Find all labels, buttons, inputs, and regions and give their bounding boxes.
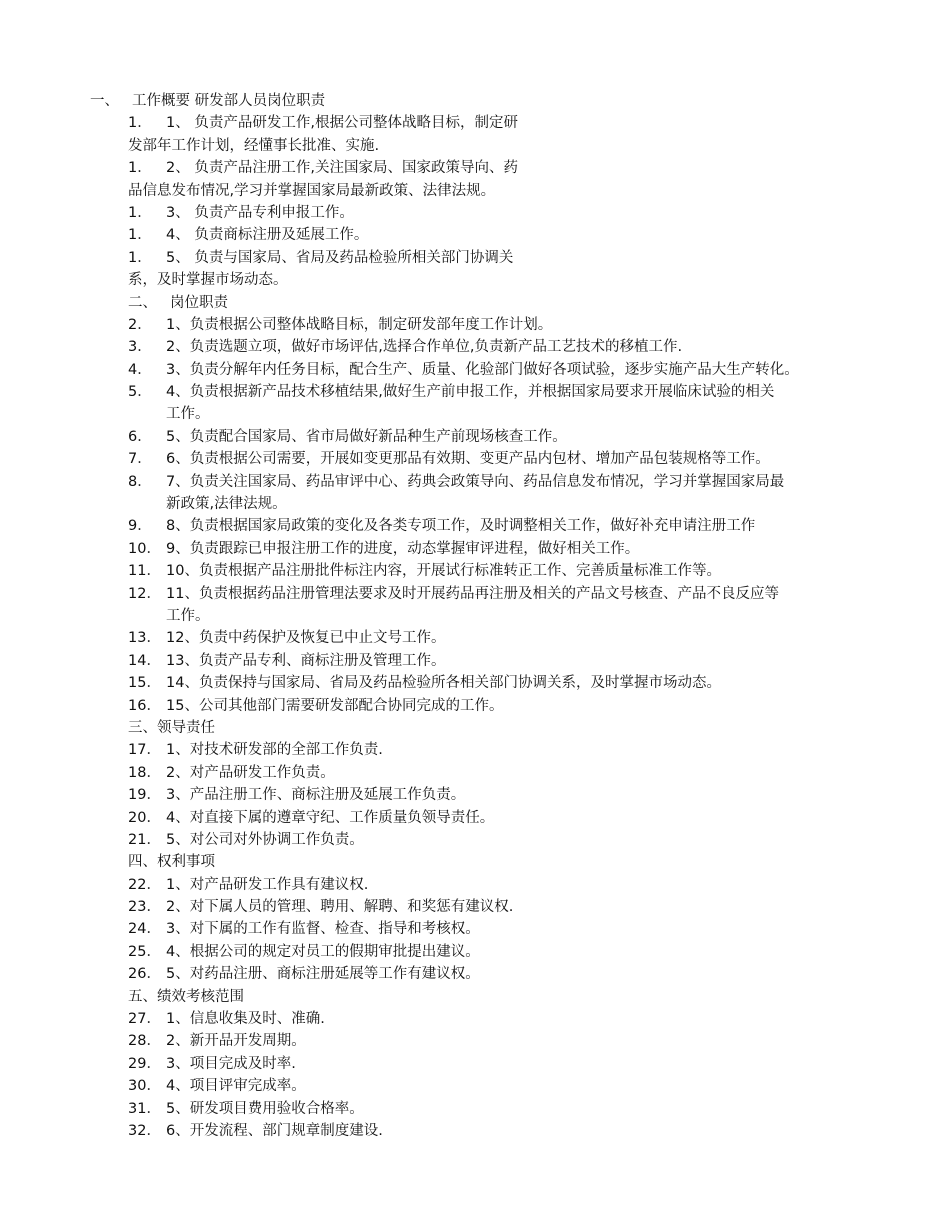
list-item (0, 515, 950, 537)
item-text: 5、对公司对外协调工作负责。 (166, 831, 364, 848)
item-number: 26． (128, 966, 161, 983)
item-text: 4、对直接下属的遵章守纪、工作质量负领导责任。 (166, 809, 495, 826)
item-text: 1、对技术研发部的全部工作负责. (166, 742, 383, 759)
list-item (0, 829, 950, 851)
item-number: 18． (128, 764, 161, 781)
item-number: 32． (128, 1122, 161, 1139)
item-text: 3、对下属的工作有监督、检查、指导和考核权。 (166, 921, 480, 938)
list-item (0, 762, 950, 784)
item-text: 4、 负责商标注册及延展工作。 (166, 227, 369, 244)
item-text: 5、负责配合国家局、省市局做好新品种生产前现场核查工作。 (166, 428, 567, 445)
item-text: 四、权利事项 (128, 854, 215, 871)
text-line (0, 180, 950, 202)
item-text: 2、对产品研发工作负责。 (166, 764, 335, 781)
list-item (0, 874, 950, 896)
item-number: 31． (128, 1100, 161, 1117)
text-line (0, 269, 950, 291)
list-item (0, 739, 950, 761)
item-number: 7． (128, 451, 152, 468)
item-text: 12、负责中药保护及恢复已中止文号工作。 (166, 630, 446, 647)
list-item (0, 627, 950, 649)
item-number: 1． (128, 204, 152, 221)
item-number: 6． (128, 428, 152, 445)
list-item (0, 314, 950, 336)
item-text: 岗位职责 (170, 294, 228, 311)
item-number: 29． (128, 1055, 161, 1072)
item-number: 12． (128, 585, 161, 602)
item-number: 1． (128, 227, 152, 244)
item-number: 19． (128, 787, 161, 804)
list-item (0, 896, 950, 918)
list-item (0, 560, 950, 582)
item-text: 8、负责根据国家局政策的变化及各类专项工作，及时调整相关工作，做好补充申请注册工作 (166, 518, 756, 535)
item-text: 4、负责根据新产品技术移植结果,做好生产前申报工作，并根据国家局要求开展临床试验的相关 (166, 384, 775, 401)
item-text: 15、公司其他部门需要研发部配合协同完成的工作。 (166, 697, 504, 714)
item-text: 3、 负责产品专利申报工作。 (166, 204, 354, 221)
list-item (0, 157, 950, 179)
item-number: 8． (128, 473, 152, 490)
item-text: 5、研发项目费用验收合格率。 (166, 1100, 364, 1117)
list-item (0, 292, 950, 314)
item-text: 1、负责根据公司整体战略目标，制定研发部年度工作计划。 (166, 316, 553, 333)
item-text: 新政策,法律法规。 (166, 496, 287, 513)
text-line (0, 135, 950, 157)
item-text: 7、负责关注国家局、药品审评中心、药典会政策导向、药品信息发布情况，学习并掌握国家局最 (166, 473, 785, 490)
item-number: 22． (128, 876, 161, 893)
item-number: 4． (128, 361, 152, 378)
text-line (0, 403, 950, 425)
item-number: 15． (128, 675, 161, 692)
list-item (0, 202, 950, 224)
list-item (0, 381, 950, 403)
list-item (0, 1030, 950, 1052)
item-number: 17． (128, 742, 161, 759)
item-number: 30． (128, 1078, 161, 1095)
item-text: 1、对产品研发工作具有建议权. (166, 876, 369, 893)
item-text: 品信息发布情况,学习并掌握国家局最新政策、法律法规。 (128, 182, 496, 199)
item-number: 14． (128, 652, 161, 669)
item-number: 一、 (90, 93, 119, 109)
item-text: 3、项目完成及时率. (166, 1055, 296, 1072)
item-text: 6、负责根据公司需要，开展如变更那品有效期、变更产品内包材、增加产品包装规格等工作。 (166, 451, 770, 468)
item-text: 发部年工作计划，经懂事长批准、实施. (128, 137, 380, 154)
item-text: 5、对药品注册、商标注册延展等工作有建议权。 (166, 966, 480, 983)
document-body (0, 90, 950, 1142)
list-item (0, 918, 950, 940)
list-item (0, 672, 950, 694)
item-text: 14、负责保持与国家局、省局及药品检验所各相关部门协调关系，及时掌握市场动态。 (166, 675, 721, 692)
list-item (0, 359, 950, 381)
item-text: 1、信息收集及时、准确. (166, 1011, 325, 1028)
list-item (0, 1075, 950, 1097)
list-item (0, 941, 950, 963)
item-text: 工作。 (166, 607, 210, 624)
list-item (0, 112, 950, 134)
item-number: 3． (128, 339, 152, 356)
item-number: 27． (128, 1011, 161, 1028)
text-line (0, 717, 950, 739)
list-item (0, 963, 950, 985)
list-item (0, 807, 950, 829)
item-text: 2、负责选题立项，做好市场评估,选择合作单位,负责新产品工艺技术的移植工作. (166, 339, 683, 356)
item-text: 系，及时掌握市场动态。 (128, 272, 288, 289)
list-item (0, 247, 950, 269)
item-text: 2、对下属人员的管理、聘用、解聘、和奖惩有建议权. (166, 899, 514, 916)
list-item (0, 650, 950, 672)
list-item (0, 583, 950, 605)
item-number: 二、 (128, 294, 157, 311)
item-number: 16． (128, 697, 161, 714)
list-item (0, 1053, 950, 1075)
item-number: 5． (128, 384, 152, 401)
item-number: 2． (128, 316, 152, 333)
item-number: 24． (128, 921, 161, 938)
list-item (0, 784, 950, 806)
item-text: 3、产品注册工作、商标注册及延展工作负责。 (166, 787, 466, 804)
item-number: 1． (128, 249, 152, 266)
text-line (0, 986, 950, 1008)
list-item (0, 695, 950, 717)
item-text: 三、领导责任 (128, 719, 215, 736)
list-item (0, 1120, 950, 1142)
item-text: 工作。 (166, 406, 210, 423)
list-item (0, 538, 950, 560)
item-text: 4、根据公司的规定对员工的假期审批提出建议。 (166, 943, 480, 960)
list-item (0, 426, 950, 448)
list-item (0, 224, 950, 246)
list-item (0, 448, 950, 470)
item-text: 4、项目评审完成率。 (166, 1078, 306, 1095)
item-number: 1． (128, 115, 152, 132)
item-number: 9． (128, 518, 152, 535)
item-number: 21． (128, 831, 161, 848)
item-text: 五、绩效考核范围 (128, 988, 244, 1005)
list-item (0, 471, 950, 493)
item-text: 工作概要 研发部人员岗位职责 (132, 93, 326, 109)
item-text: 10、负责根据产品注册批件标注内容，开展试行标准转正工作、完善质量标准工作等。 (166, 563, 721, 580)
item-number: 11． (128, 563, 161, 580)
item-number: 10． (128, 540, 161, 557)
item-text: 13、负责产品专利、商标注册及管理工作。 (166, 652, 446, 669)
list-item (0, 1008, 950, 1030)
item-number: 13． (128, 630, 161, 647)
list-item (0, 336, 950, 358)
item-number: 25． (128, 943, 161, 960)
item-text: 6、开发流程、部门规章制度建设. (166, 1122, 383, 1139)
item-number: 20． (128, 809, 161, 826)
item-text: 2、 负责产品注册工作,关注国家局、国家政策导向、药 (166, 160, 518, 177)
list-item (0, 1098, 950, 1120)
item-text: 2、新开品开发周期。 (166, 1033, 306, 1050)
item-text: 3、负责分解年内任务目标，配合生产、质量、化验部门做好各项试验，逐步实施产品大生产转化。 (166, 361, 799, 378)
item-text: 11、负责根据药品注册管理法要求及时开展药品再注册及相关的产品文号核查、产品不良反应等 (166, 585, 779, 602)
item-number: 1． (128, 160, 152, 177)
item-number: 28． (128, 1033, 161, 1050)
item-text: 5、 负责与国家局、省局及药品检验所相关部门协调关 (166, 249, 514, 266)
item-text: 9、负责跟踪已申报注册工作的进度，动态掌握审评进程，做好相关工作。 (166, 540, 640, 557)
list-item (0, 90, 950, 112)
text-line (0, 493, 950, 515)
text-line (0, 605, 950, 627)
item-text: 1、 负责产品研发工作,根据公司整体战略目标，制定研 (166, 115, 518, 132)
item-number: 23． (128, 899, 161, 916)
text-line (0, 851, 950, 873)
